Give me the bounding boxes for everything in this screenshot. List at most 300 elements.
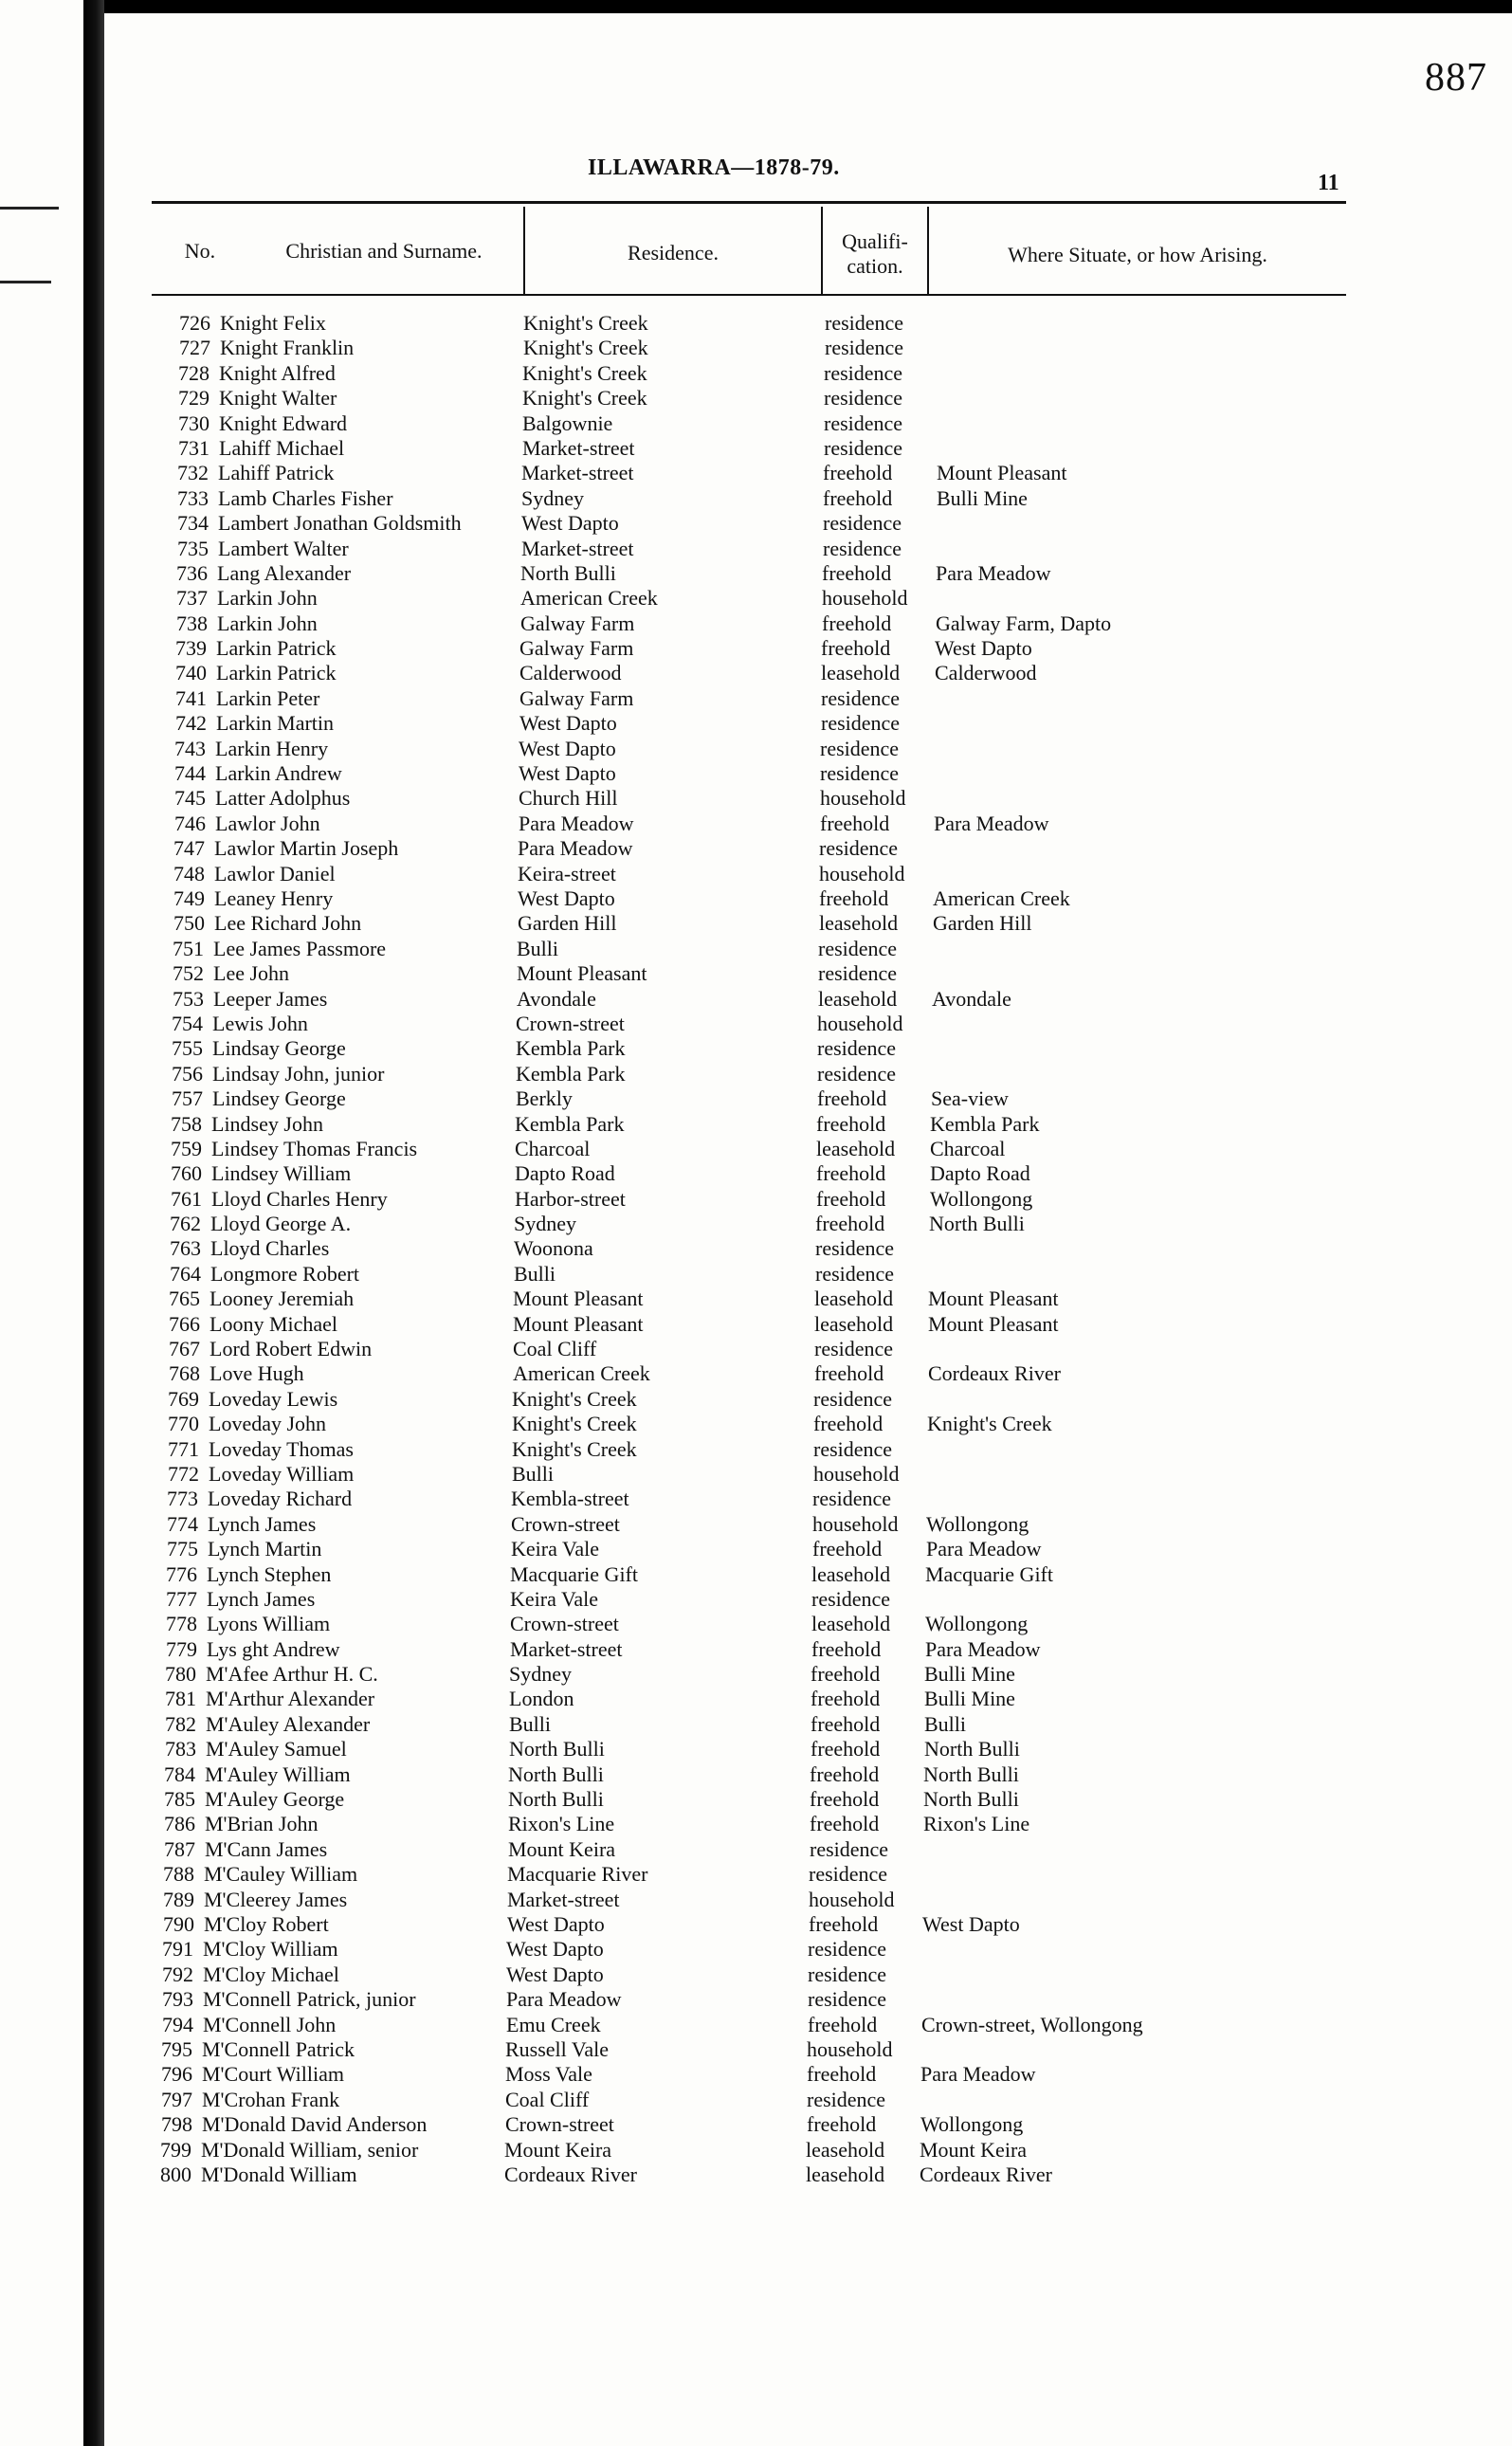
voter-property-location: North Bulli [923,1787,1019,1812]
voter-residence: Macquarie River [507,1862,648,1887]
voter-name: Lambert Walter [218,536,349,560]
voter-qualification: residence [818,936,898,960]
voter-number: 739 [175,636,207,661]
voter-name: Lee Richard John [214,911,362,936]
voter-number: 767 [169,1337,200,1361]
table-row [104,612,1512,636]
table-row [104,1112,1512,1137]
voter-qualification: household [813,1461,900,1486]
voter-number: 799 [160,2137,191,2162]
voter-qualification: household [807,2036,893,2061]
voter-name: Larkin John [217,586,318,611]
voter-residence: Knight's Creek [523,336,648,360]
voter-name: M'Cleerey James [204,1887,348,1911]
page-number: 887 [1425,56,1487,100]
voter-number: 778 [166,1612,197,1636]
voter-name: Lawlor Daniel [214,861,336,885]
voter-qualification: leasehold [819,911,899,936]
voter-qualification: freehold [808,2012,878,2036]
voter-qualification: residence [823,511,902,536]
voter-qualification: residence [807,2087,886,2111]
voter-number: 777 [166,1586,197,1611]
voter-name: Lynch Stephen [207,1561,332,1586]
voter-qualification: freehold [811,1636,882,1661]
voter-property-location: West Dapto [935,636,1032,661]
table-row [104,911,1512,936]
voter-residence: Knight's Creek [522,386,647,411]
voter-property-location: Wollongong [925,1612,1029,1636]
column-header-no: No. [184,239,216,263]
voter-number: 775 [167,1537,198,1561]
voter-qualification: residence [813,1386,893,1411]
voter-residence: Woonona [514,1236,593,1261]
voter-property-location: Sea-view [931,1086,1009,1111]
voter-residence: Coal Cliff [513,1337,597,1361]
voter-number: 735 [177,536,209,560]
facing-page-rule [0,281,51,283]
voter-qualification: freehold [816,1111,886,1136]
voter-name: M'Brian John [205,1812,319,1836]
voter-number: 752 [173,961,204,986]
voter-number: 769 [168,1386,199,1411]
voter-qualification: household [822,586,908,611]
voter-number: 765 [169,1287,200,1311]
voter-property-location: Bulli Mine [924,1687,1015,1711]
voter-qualification: leasehold [811,1612,891,1636]
voter-number: 747 [173,836,205,861]
voter-name: Lindsey William [211,1161,352,1186]
voter-number: 755 [172,1036,203,1061]
table-row [104,1937,1512,1962]
voter-qualification: leasehold [811,1561,891,1586]
table-row [104,686,1512,711]
voter-name: M'Auley George [205,1787,345,1812]
voter-name: Lahiff Michael [219,435,345,460]
voter-name: M'Donald William [201,2162,357,2186]
electoral-roll-list [104,311,1512,2187]
voter-number: 745 [174,786,206,811]
voter-number: 738 [176,611,208,635]
voter-number: 750 [173,911,205,936]
voter-residence: Mount Pleasant [513,1311,644,1336]
table-row [104,737,1512,761]
voter-qualification: residence [815,1261,895,1286]
voter-number: 776 [166,1561,197,1586]
voter-qualification: leasehold [814,1311,894,1336]
table-row [104,1437,1512,1462]
voter-number: 730 [178,411,209,435]
voter-qualification: freehold [816,1186,886,1211]
voter-name: M'Connell Patrick, junior [203,1987,416,2012]
voter-qualification: residence [817,1036,897,1061]
voter-name: M'Auley Alexander [206,1711,371,1736]
facing-page-rule [0,207,59,210]
table-row [104,636,1512,661]
voter-name: M'Cloy Robert [204,1912,329,1936]
voter-qualification: freehold [823,485,893,510]
voter-number: 760 [171,1161,202,1186]
table-row [104,1086,1512,1111]
voter-residence: Sydney [514,1212,576,1236]
voter-residence: Para Meadow [519,811,634,835]
voter-property-location: Bulli [924,1711,967,1736]
voter-property-location: North Bulli [924,1737,1020,1761]
voter-name: Knight Edward [219,411,348,435]
voter-name: Lindsay John, junior [212,1061,385,1086]
voter-residence: Charcoal [515,1136,591,1160]
voter-qualification: household [819,861,905,885]
voter-residence: Mount Keira [508,1836,616,1861]
table-row [104,486,1512,511]
voter-name: Larkin Peter [216,685,320,710]
voter-name: Looney Jeremiah [209,1287,355,1311]
column-header-where: Where Situate, or how Arising. [1008,243,1267,266]
voter-name: Lawlor Martin Joseph [214,836,399,861]
voter-number: 768 [169,1361,200,1386]
voter-property-location: North Bulli [923,1761,1019,1786]
table-row [104,1487,1512,1511]
voter-residence: West Dapto [519,761,616,786]
voter-number: 732 [177,461,209,485]
voter-number: 793 [162,1987,193,2012]
table-row [104,862,1512,886]
voter-property-location: Mount Pleasant [928,1287,1059,1311]
sheet-number: 11 [1318,171,1339,195]
table-row [104,511,1512,536]
table-row [104,361,1512,386]
voter-qualification: household [820,786,906,811]
voter-residence: Bulli [509,1711,552,1736]
voter-qualification: leasehold [806,2162,885,2186]
voter-name: M'Auley William [205,1761,351,1786]
table-row [104,1062,1512,1086]
table-row [104,711,1512,736]
voter-name: Lynch James [207,1586,316,1611]
voter-qualification: freehold [819,885,889,910]
table-row [104,1387,1512,1412]
voter-qualification: freehold [810,1787,880,1812]
table-row [104,1687,1512,1711]
voter-qualification: household [809,1887,895,1911]
voter-qualification: freehold [816,1161,886,1186]
voter-residence: London [509,1687,574,1711]
voter-residence: Knight's Creek [523,311,648,335]
voter-number: 734 [177,511,209,536]
voter-name: M'Crohan Frank [202,2087,340,2111]
voter-property-location: Wollongong [926,1511,1029,1536]
voter-number: 782 [165,1711,196,1736]
voter-property-location: Dapto Road [930,1161,1030,1186]
voter-property-location: Cordeaux River [928,1361,1061,1386]
voter-number: 762 [170,1212,201,1236]
voter-residence: Church Hill [519,786,618,811]
table-row [104,311,1512,336]
voter-property-location: Para Meadow [920,2062,1036,2087]
voter-qualification: freehold [820,811,890,835]
voter-name: Lyons William [207,1612,331,1636]
voter-residence: West Dapto [506,1962,604,1986]
table-row [104,436,1512,461]
voter-residence: Market-street [521,536,634,560]
voter-name: M'Connell Patrick [202,2036,355,2061]
voter-qualification: leasehold [818,986,898,1011]
voter-residence: Harbor-street [515,1186,626,1211]
voter-property-location: Para Meadow [926,1537,1042,1561]
voter-residence: Rixon's Line [508,1812,615,1836]
voter-qualification: freehold [807,2112,877,2137]
voter-number: 740 [175,661,207,685]
voter-residence: Mount Keira [504,2137,612,2162]
voter-name: Lang Alexander [217,560,352,585]
voter-residence: North Bulli [508,1761,604,1786]
voter-qualification: residence [825,311,904,335]
column-header-name: Christian and Surname. [285,239,483,263]
voter-number: 727 [179,336,210,360]
voter-residence: Galway Farm [519,685,634,710]
table-row [104,2112,1512,2137]
voter-name: Lys ght Andrew [207,1636,340,1661]
table-row [104,1036,1512,1061]
voter-name: Larkin Andrew [215,761,342,786]
voter-property-location: Bulli Mine [937,485,1028,510]
voter-qualification: residence [824,435,903,460]
table-row [104,661,1512,685]
voter-property-location: Crown-street, Wollongong [921,2012,1143,2036]
voter-name: Lee James Passmore [213,936,387,960]
voter-qualification: residence [815,1236,895,1261]
voter-residence: Macquarie Gift [510,1561,638,1586]
voter-number: 746 [174,811,206,835]
voter-residence: Sydney [509,1662,572,1687]
voter-name: Larkin Patrick [216,661,337,685]
voter-name: Lord Robert Edwin [209,1337,373,1361]
voter-qualification: residence [824,360,903,385]
voter-name: Larkin Martin [216,711,335,736]
table-row [104,1137,1512,1161]
voter-residence: Keira Vale [510,1586,599,1611]
voter-residence: Market-street [522,435,635,460]
table-row [104,886,1512,911]
voter-residence: Market-street [521,461,634,485]
voter-name: Latter Adolphus [215,786,351,811]
table-row [104,812,1512,836]
facing-page-edge [0,0,83,2446]
voter-name: Loveday John [209,1412,327,1436]
voter-name: M'Auley Samuel [206,1737,347,1761]
voter-residence: Avondale [517,986,596,1011]
voter-number: 790 [163,1912,194,1936]
voter-number: 742 [175,711,207,736]
voter-qualification: freehold [811,1711,881,1736]
table-row [104,761,1512,786]
table-row [104,386,1512,411]
voter-property-location: Calderwood [935,661,1037,685]
voter-residence: West Dapto [519,711,617,736]
voter-name: M'Cann James [205,1836,328,1861]
voter-number: 729 [178,386,209,411]
document-page [104,13,1512,2446]
table-row [104,1912,1512,1937]
table-row [104,1512,1512,1537]
voter-number: 798 [161,2112,192,2137]
voter-name: Lambert Jonathan Goldsmith [218,511,462,536]
voter-residence: Berkly [516,1086,573,1111]
voter-residence: Keira-street [518,861,616,885]
voter-name: Longmore Robert [210,1261,360,1286]
voter-qualification: freehold [810,1761,880,1786]
voter-number: 770 [168,1412,199,1436]
table-row [104,1361,1512,1386]
voter-qualification: freehold [810,1812,880,1836]
voter-residence: North Bulli [509,1737,605,1761]
voter-number: 764 [170,1261,201,1286]
voter-qualification: residence [808,1962,887,1986]
voter-residence: Coal Cliff [505,2087,590,2111]
voter-number: 771 [168,1436,199,1461]
voter-qualification: freehold [814,1361,884,1386]
voter-residence: Keira Vale [511,1537,600,1561]
voter-number: 791 [162,1937,193,1962]
voter-residence: American Creek [520,586,658,611]
voter-name: M'Afee Arthur H. C. [206,1662,378,1687]
voter-residence: West Dapto [506,1937,604,1962]
voter-qualification: residence [814,1337,894,1361]
voter-name: Loveday William [209,1461,355,1486]
voter-number: 731 [178,435,209,460]
voter-residence: Para Meadow [518,836,633,861]
voter-residence: Kembla Park [515,1111,625,1136]
voter-qualification: freehold [813,1412,884,1436]
voter-qualification: household [817,1011,903,1035]
voter-residence: Bulli [512,1461,555,1486]
table-row [104,1812,1512,1836]
voter-property-location: Avondale [932,986,1011,1011]
voter-qualification: freehold [815,1212,885,1236]
voter-qualification: freehold [821,636,891,661]
voter-qualification: residence [824,411,903,435]
voter-residence: Sydney [521,485,584,510]
voter-name: Knight Alfred [219,360,336,385]
voter-qualification: residence [809,1862,888,1887]
voter-qualification: residence [813,1436,893,1461]
voter-residence: Mount Pleasant [513,1287,644,1311]
voter-number: 759 [171,1136,202,1160]
voter-residence: West Dapto [521,511,619,536]
table-row [104,1212,1512,1236]
voter-name: Lewis John [212,1011,308,1035]
voter-residence: Crown-street [516,1011,625,1035]
voter-qualification: freehold [811,1662,881,1687]
voter-property-location: Garden Hill [933,911,1032,936]
voter-property-location: Cordeaux River [920,2162,1052,2186]
voter-number: 800 [160,2162,191,2186]
voter-qualification: residence [818,961,898,986]
voter-number: 753 [173,986,204,1011]
table-row [104,336,1512,360]
voter-name: Lindsey George [212,1086,346,1111]
voter-property-location: Wollongong [920,2112,1024,2137]
voter-residence: Galway Farm [520,611,635,635]
voter-name: Loveday Lewis [209,1386,338,1411]
voter-number: 751 [173,936,204,960]
voter-number: 756 [172,1061,203,1086]
table-row [104,1762,1512,1787]
voter-residence: Cordeaux River [504,2162,637,2186]
table-row [104,411,1512,436]
table-row [104,1187,1512,1212]
voter-name: Larkin John [217,611,318,635]
voter-name: Knight Felix [220,311,326,335]
voter-qualification: residence [808,1987,887,2012]
table-row [104,1462,1512,1487]
voter-name: M'Cloy William [203,1937,338,1962]
table-row [104,1837,1512,1862]
voter-number: 779 [166,1636,197,1661]
voter-number: 784 [164,1761,195,1786]
voter-number: 744 [174,761,206,786]
header-top-rule [152,201,1346,204]
voter-residence: American Creek [513,1361,650,1386]
voter-qualification: household [812,1511,899,1536]
table-row [104,586,1512,611]
table-row [104,1987,1512,2012]
voter-property-location: Charcoal [930,1136,1006,1160]
voter-qualification: residence [819,836,899,861]
voter-qualification: residence [821,711,901,736]
voter-residence: Crown-street [511,1511,620,1536]
voter-residence: North Bulli [520,560,616,585]
table-row [104,561,1512,586]
table-row [104,987,1512,1012]
table-row [104,1888,1512,1912]
table-row [104,1537,1512,1561]
voter-name: Lamb Charles Fisher [218,485,393,510]
table-row [104,1712,1512,1737]
voter-residence: Knight's Creek [512,1412,637,1436]
voter-qualification: residence [823,536,902,560]
voter-number: 772 [168,1461,199,1486]
voter-name: Loveday Thomas [209,1436,354,1461]
voter-residence: Mount Pleasant [517,961,647,986]
voter-name: M'Cauley William [204,1862,358,1887]
voter-number: 741 [175,685,207,710]
voter-residence: Garden Hill [518,911,617,936]
binding-shadow [83,0,104,2446]
table-row [104,461,1512,485]
voter-qualification: freehold [817,1086,887,1111]
table-row [104,2062,1512,2087]
voter-residence: Moss Vale [505,2062,592,2087]
voter-qualification: residence [812,1487,892,1511]
voter-number: 728 [178,360,209,385]
voter-name: Lloyd Charles Henry [211,1186,388,1211]
voter-qualification: leasehold [814,1287,894,1311]
table-row [104,2037,1512,2062]
voter-residence: Knight's Creek [512,1386,637,1411]
voter-name: Lynch Martin [208,1537,322,1561]
voter-qualification: leasehold [816,1136,896,1160]
voter-number: 795 [161,2036,192,2061]
voter-name: Lynch James [208,1511,317,1536]
voter-number: 757 [172,1086,203,1111]
voter-residence: Calderwood [519,661,622,685]
voter-residence: Dapto Road [515,1161,615,1186]
voter-number: 786 [164,1812,195,1836]
voter-qualification: freehold [811,1687,881,1711]
voter-name: Lindsay George [212,1036,346,1061]
voter-name: M'Arthur Alexander [206,1687,375,1711]
table-row [104,1662,1512,1687]
